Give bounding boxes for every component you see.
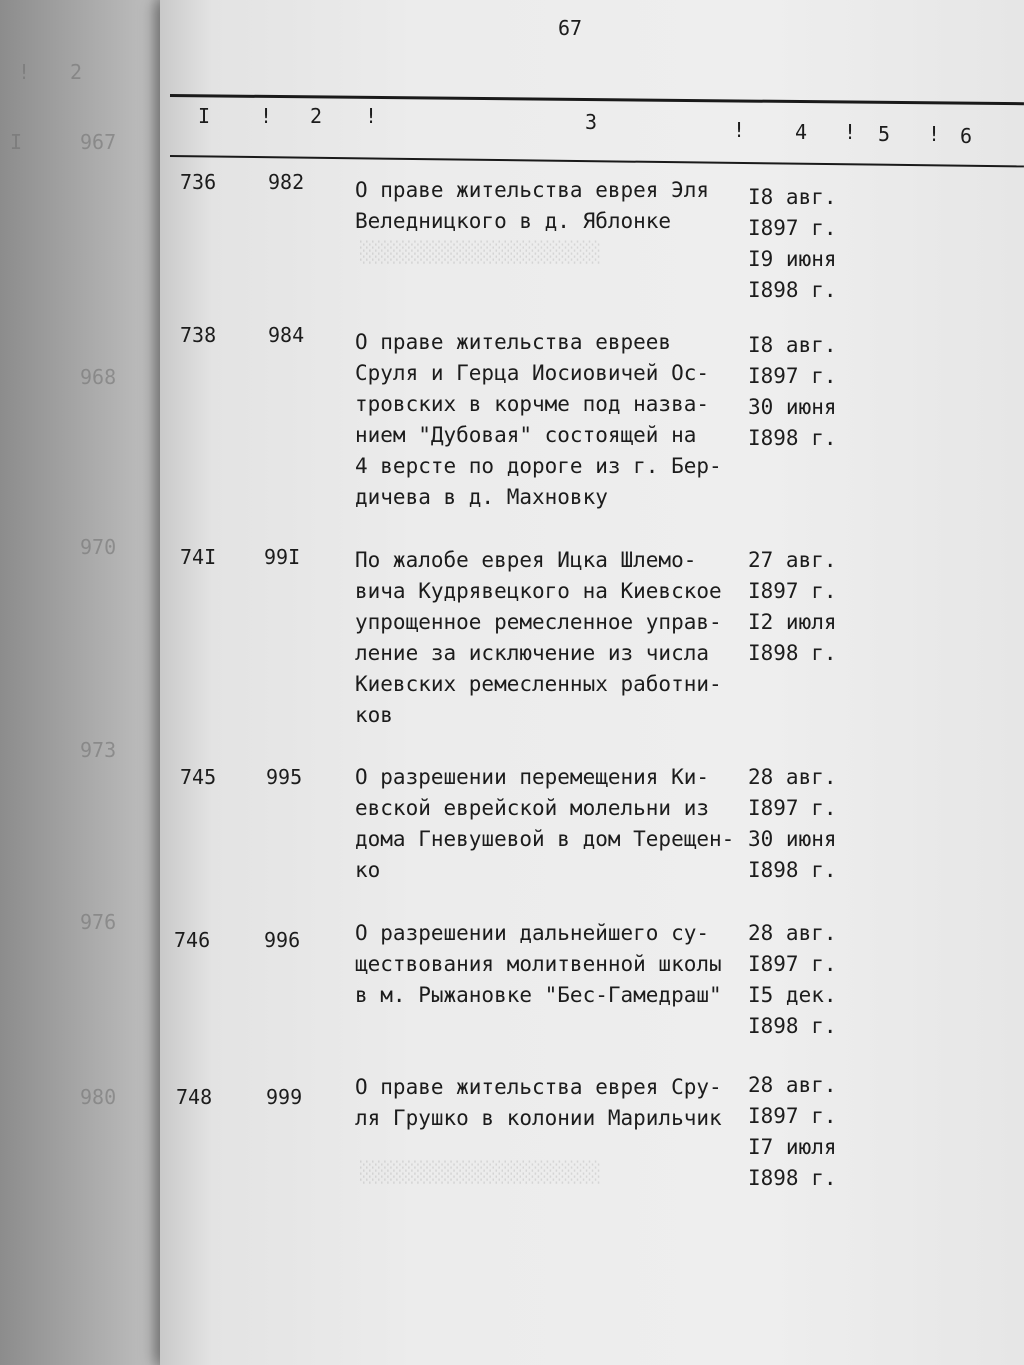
date-line: I897 г. bbox=[748, 216, 837, 240]
date-line: I897 г. bbox=[748, 796, 837, 820]
record-dates bbox=[748, 1070, 837, 1194]
header-col-3: 3 bbox=[585, 110, 598, 134]
previous-page-edge bbox=[0, 0, 175, 1365]
header-separator: ! bbox=[365, 104, 378, 128]
date-line: 30 июня bbox=[748, 395, 837, 419]
header-col-5: 5 bbox=[878, 122, 891, 146]
date-line: I898 г. bbox=[748, 1166, 837, 1190]
bleed-mark: 970 bbox=[80, 535, 117, 559]
description-line: О разрешении перемещения Ки- bbox=[355, 765, 710, 789]
record-description bbox=[355, 1072, 745, 1134]
header-bottom-rule bbox=[170, 155, 1024, 167]
file-number: 999 bbox=[266, 1085, 303, 1109]
description-line: Сруля и Герца Иосиовичей Ос- bbox=[355, 361, 710, 385]
date-line: I898 г. bbox=[748, 278, 837, 302]
bleed-mark: 968 bbox=[80, 365, 117, 389]
file-number: 995 bbox=[266, 765, 303, 789]
file-number: 984 bbox=[268, 323, 305, 347]
description-line: ля Грушко в колонии Марильчик bbox=[355, 1106, 722, 1130]
bleed-mark: 967 bbox=[80, 130, 117, 154]
description-line: ществования молитвенной школы bbox=[355, 952, 722, 976]
description-line: дичева в д. Махновку bbox=[355, 485, 608, 509]
bleed-mark: 973 bbox=[80, 738, 117, 762]
date-line: 30 июня bbox=[748, 827, 837, 851]
description-line: вича Кудрявецкого на Киевское bbox=[355, 579, 722, 603]
bleed-mark: I bbox=[10, 130, 23, 154]
record-number: 746 bbox=[174, 928, 211, 952]
header-separator: ! bbox=[928, 122, 941, 146]
bleed-mark: 2 bbox=[70, 60, 83, 84]
record-number: 74I bbox=[180, 545, 217, 569]
record-dates bbox=[748, 330, 837, 454]
record-description bbox=[355, 175, 745, 237]
document-page bbox=[160, 0, 1024, 1365]
description-line: О праве жительства евреев bbox=[355, 330, 672, 354]
header-col-4: 4 bbox=[795, 120, 808, 144]
record-number: 745 bbox=[180, 765, 217, 789]
date-line: I898 г. bbox=[748, 641, 837, 665]
description-line: Киевских ремесленных работни- bbox=[355, 672, 722, 696]
header-separator: ! bbox=[844, 120, 857, 144]
description-line: О разрешении дальнейшего су- bbox=[355, 921, 710, 945]
bleed-through-text: ░░░░░░░░░░░░░░░░░░░░ bbox=[360, 240, 601, 264]
date-line: I897 г. bbox=[748, 579, 837, 603]
record-dates bbox=[748, 545, 837, 669]
record-dates bbox=[748, 762, 837, 886]
header-separator: ! bbox=[260, 104, 273, 128]
date-line: I8 авг. bbox=[748, 185, 837, 209]
date-line: 28 авг. bbox=[748, 1073, 837, 1097]
description-line: ко bbox=[355, 858, 381, 882]
file-number: 982 bbox=[268, 170, 305, 194]
description-line: в м. Рыжановке "Бес-Гамедраш" bbox=[355, 983, 722, 1007]
date-line: I898 г. bbox=[748, 858, 837, 882]
file-number: 99I bbox=[264, 545, 301, 569]
record-number: 738 bbox=[180, 323, 217, 347]
description-line: О праве жительства еврея Сру- bbox=[355, 1075, 722, 1099]
date-line: I898 г. bbox=[748, 426, 837, 450]
file-number: 996 bbox=[264, 928, 301, 952]
date-line: I897 г. bbox=[748, 1104, 837, 1128]
description-line: дома Гневушевой в дом Терещен- bbox=[355, 827, 735, 851]
description-line: тровских в корчме под назва- bbox=[355, 392, 710, 416]
record-number: 748 bbox=[176, 1085, 213, 1109]
header-col-2: 2 bbox=[310, 104, 323, 128]
description-line: 4 версте по дороге из г. Бер- bbox=[355, 454, 722, 478]
bleed-mark: 980 bbox=[80, 1085, 117, 1109]
description-line: О праве жительства еврея Эля bbox=[355, 178, 710, 202]
record-description bbox=[355, 327, 745, 513]
date-line: I897 г. bbox=[748, 364, 837, 388]
description-line: ков bbox=[355, 703, 393, 727]
header-col-1: I bbox=[198, 104, 211, 128]
description-line: упрощенное ремесленное управ- bbox=[355, 610, 722, 634]
date-line: 28 авг. bbox=[748, 921, 837, 945]
record-description bbox=[355, 545, 745, 731]
header-top-rule bbox=[170, 94, 1024, 105]
header-col-6: 6 bbox=[960, 124, 973, 148]
bleed-through-text: ░░░░░░░░░░░░░░░░░░░░ bbox=[360, 1160, 601, 1184]
record-description bbox=[355, 918, 745, 1011]
description-line: ление за исключение из числа bbox=[355, 641, 710, 665]
date-line: I9 июня bbox=[748, 247, 837, 271]
date-line: I8 авг. bbox=[748, 333, 837, 357]
description-line: нием "Дубовая" состоящей на bbox=[355, 423, 697, 447]
date-line: 27 авг. bbox=[748, 548, 837, 572]
record-dates bbox=[748, 918, 837, 1042]
date-line: 28 авг. bbox=[748, 765, 837, 789]
description-line: По жалобе еврея Ицка Шлемо- bbox=[355, 548, 697, 572]
header-separator: ! bbox=[733, 118, 746, 142]
date-line: I7 июля bbox=[748, 1135, 837, 1159]
date-line: I5 дек. bbox=[748, 983, 837, 1007]
bleed-mark: 976 bbox=[80, 910, 117, 934]
description-line: Веледницкого в д. Яблонке bbox=[355, 209, 672, 233]
date-line: I898 г. bbox=[748, 1014, 837, 1038]
page-number: 67 bbox=[558, 16, 583, 40]
record-dates bbox=[748, 182, 837, 306]
bleed-mark: ! bbox=[18, 60, 31, 84]
date-line: I897 г. bbox=[748, 952, 837, 976]
record-description bbox=[355, 762, 745, 886]
date-line: I2 июля bbox=[748, 610, 837, 634]
description-line: евской еврейской молельни из bbox=[355, 796, 710, 820]
record-number: 736 bbox=[180, 170, 217, 194]
